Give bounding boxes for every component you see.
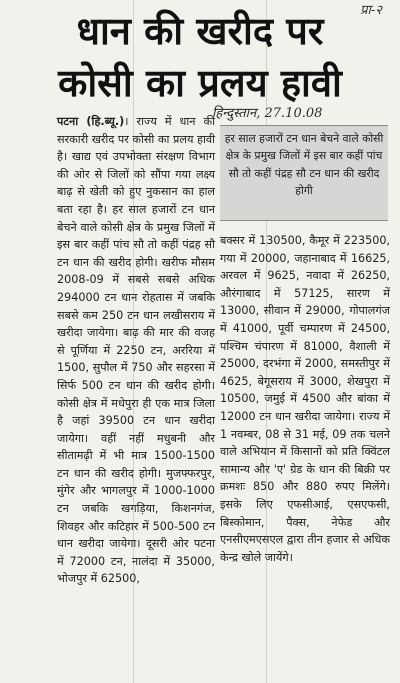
headline-line-1: धान की खरीद पर [76,9,324,53]
pull-quote-box [220,125,388,221]
article-column-right [220,232,390,566]
body-text-left: । राज्य में धान की सरकारी खरीद पर कोसी का प्रलय हावी है। खाद्य एवं उपभोक्ता संरक्षण विभाग की ओर से जिलों को सौंपा गया लक्ष्य बाढ़ से खेती को हुए नुकसान का हाल बता रहा है। हर साल हजारों टन धान बेचने वाले कोसी क्षेत्र के प्रमुख जिलों में इस बार कहीं पांच सौ तो कहीं पंद्रह सौ टन धान की खरीद होगी। खरीफ मौसम 2008-09 में सबसे सबसे अधिक 294000 टन धान रोहतास में जबकि सबसे कम 250 टन धान लखीसराय में खरीदा जायेगा। बाढ़ की मार की वजह से पूर्णिया में 2250 टन, अररिया में 1500, सुपौल में 750 और सहरसा में सिर्फ 500 टन धान की खरीद होगी। कोसी क्षेत्र में मधेपुरा ही एक मात्र जिला है जहां 39500 टन धान खरीदा जायेगा। वहीं नहीं मधुबनी और सीतामढ़ी में भी मात्र 1500-1500 टन धान की खरीद होगी। मुजफ्फरपुर, मुंगेर और भागलपुर में 1000-1000 टन जबकि खगड़िया, किशनगंज, शिवहर और कटिहार में 500-500 टन धान खरीदा जायेगा। दूसरी ओर पटना में 72000 टन, नालंदा में 35000, भोजपुर में 62500, [57,115,216,586]
dateline: पटना (हि.ब्यू.) [57,115,125,128]
handwritten-source-date: हिन्दुस्तान, 27.10.08 [212,106,323,121]
article-column-left [57,113,215,588]
headline-line-2: कोसी का प्रलय हावी [58,61,342,105]
body-text-right: बक्सर में 130500, कैमूर में 223500, गया में 20000, जहानाबाद में 16625, अरवल में 9625, नवादा में 26250, औरंगाबाद में 57125, सारण में 13000, सीवान में 29000, गोपालगंज में 41000, पूर्वी चम्पारण में 24500, पश्चिम चंपारण में 81000, वैशाली में 25000, दरभंगा में 2000, समस्तीपुर में 4625, बेगूसराय में 3000, शेखपुरा में 10500, जमुई में 4500 और बांका में 12000 टन धान खरीदा जायेगा। राज्य में 1 नवम्बर, 08 से 31 मई, 09 तक चलने वाले अभियान में किसानों को प्रति क्विंटल सामान्य और 'ए' ग्रेड के धान की बिक्री पर क्रमशः 850 और 880 रुपए मिलेंगे। इसके लिए एफसीआई, एसएफसी, बिस्कोमान, पैक्स, नेफेड और एनसीएमएसएल द्वारा तीन हजार से अधिक केन्द्र खोले जायेंगे। [220,234,390,564]
handwritten-corner-note: प्रा-२ [360,3,382,18]
pull-quote-text: हर साल हजारों टन धान बेचने वाले कोसी क्षेत्र के प्रमुख जिलों में इस बार कहीं पांच सौ तो कहीं पंद्रह सौ टन धान की खरीद होगी [224,132,384,198]
